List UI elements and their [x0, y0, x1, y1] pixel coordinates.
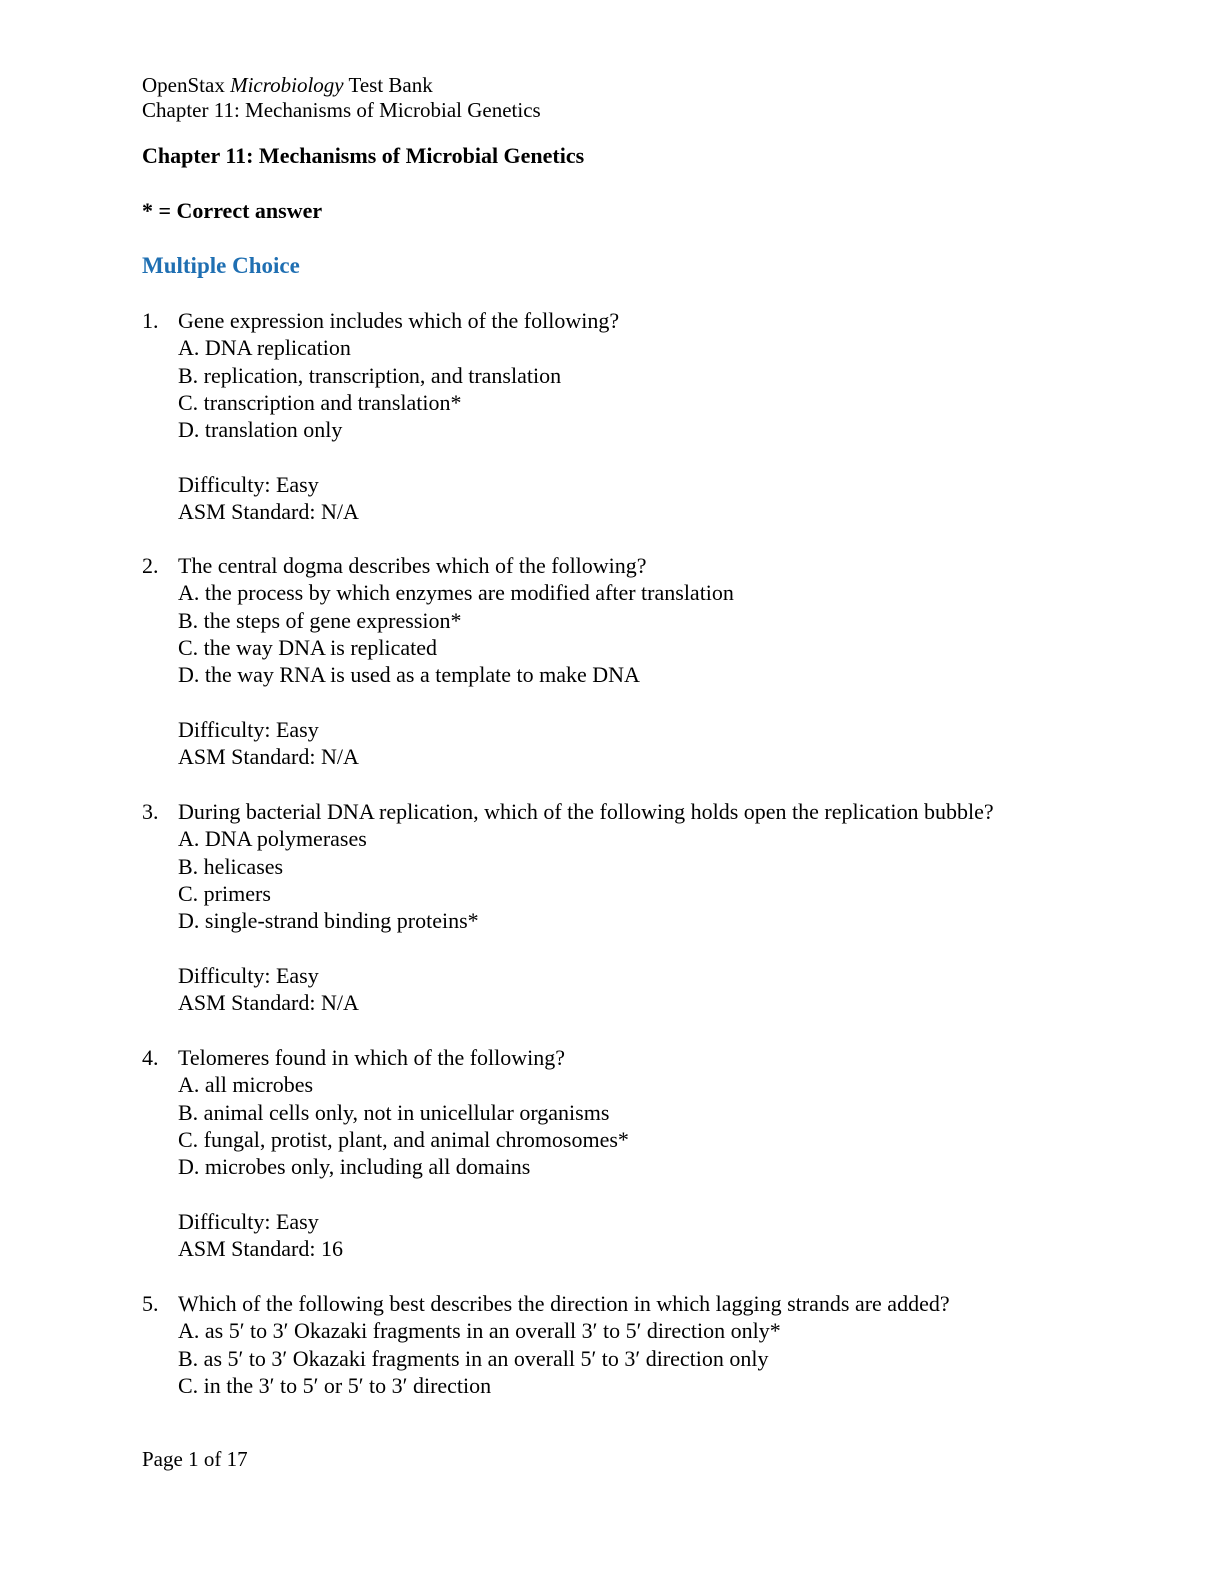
question-2: [142, 552, 1142, 770]
question-stem: [142, 307, 1142, 334]
answer-option: A. DNA polymerases: [178, 826, 367, 852]
answer-option: A. as 5′ to 3′ Okazaki fragments in an overall 3′ to 5′ direction only*: [178, 1318, 781, 1344]
answer-option: C. primers: [178, 880, 271, 906]
asm-standard-label: ASM Standard: N/A: [178, 990, 359, 1016]
spacer: [142, 1180, 1142, 1207]
question-text: The central dogma describes which of the following?: [178, 553, 647, 578]
answer-option: A. the process by which enzymes are modified after translation: [178, 580, 734, 606]
difficulty-label: Difficulty: Easy: [178, 716, 319, 742]
answer-option: B. as 5′ to 3′ Okazaki fragments in an overall 5′ to 3′ direction only: [178, 1345, 769, 1371]
page-title: Chapter 11: Mechanisms of Microbial Genetics: [142, 143, 585, 168]
answer-option: B. helicases: [178, 853, 284, 879]
question-stem: [142, 552, 1142, 579]
section-heading: Multiple Choice: [142, 253, 300, 278]
spacer: [142, 443, 1142, 470]
question-text: Gene expression includes which of the following?: [178, 308, 620, 333]
question-stem: [142, 798, 1142, 825]
question-number: 5.: [142, 1291, 159, 1316]
question-1: [142, 307, 1142, 525]
answer-option: C. fungal, protist, plant, and animal chromosomes*: [178, 1126, 629, 1152]
difficulty-label: Difficulty: Easy: [178, 471, 319, 497]
answer-option: C. transcription and translation*: [178, 389, 462, 415]
question-stem: [142, 1290, 1142, 1317]
difficulty-label: Difficulty: Easy: [178, 962, 319, 988]
answer-option: B. the steps of gene expression*: [178, 607, 462, 633]
page-number: Page 1 of 17: [142, 1447, 248, 1471]
question-text: During bacterial DNA replication, which of the following holds open the replication bubble?: [178, 799, 994, 824]
header-suffix: Test Bank: [343, 73, 433, 97]
difficulty-label: Difficulty: Easy: [178, 1208, 319, 1234]
spacer: [142, 688, 1142, 715]
answer-option: B. animal cells only, not in unicellular organisms: [178, 1099, 610, 1125]
spacer: [142, 934, 1142, 961]
question-text: Telomeres found in which of the following?: [178, 1045, 566, 1070]
question-text: Which of the following best describes the direction in which lagging strands are added?: [178, 1291, 950, 1316]
running-header-chapter: Chapter 11: Mechanisms of Microbial Genetics: [142, 98, 541, 122]
answer-option: A. all microbes: [178, 1072, 314, 1098]
asm-standard-label: ASM Standard: N/A: [178, 499, 359, 525]
answer-option: D. translation only: [178, 417, 343, 443]
answer-option: A. DNA replication: [178, 335, 351, 361]
question-number: 4.: [142, 1045, 159, 1070]
answer-option: C. the way DNA is replicated: [178, 634, 438, 660]
answer-option: D. the way RNA is used as a template to make DNA: [178, 662, 640, 688]
header-book-title: Microbiology: [230, 73, 344, 97]
question-4: [142, 1044, 1142, 1262]
question-3: [142, 798, 1142, 1016]
answer-option: C. in the 3′ to 5′ or 5′ to 3′ direction: [178, 1372, 492, 1398]
question-number: 3.: [142, 799, 159, 824]
answer-option: B. replication, transcription, and translation: [178, 362, 562, 388]
answer-option: D. single-strand binding proteins*: [178, 908, 479, 934]
answer-option: D. microbes only, including all domains: [178, 1154, 531, 1180]
question-number: 1.: [142, 308, 159, 333]
running-header-title: [142, 72, 433, 98]
question-5: [142, 1290, 1142, 1399]
question-stem: [142, 1044, 1142, 1071]
answer-key-note: * = Correct answer: [142, 198, 323, 223]
header-prefix: OpenStax: [142, 73, 231, 97]
question-number: 2.: [142, 553, 159, 578]
asm-standard-label: ASM Standard: N/A: [178, 744, 359, 770]
asm-standard-label: ASM Standard: 16: [178, 1236, 343, 1262]
